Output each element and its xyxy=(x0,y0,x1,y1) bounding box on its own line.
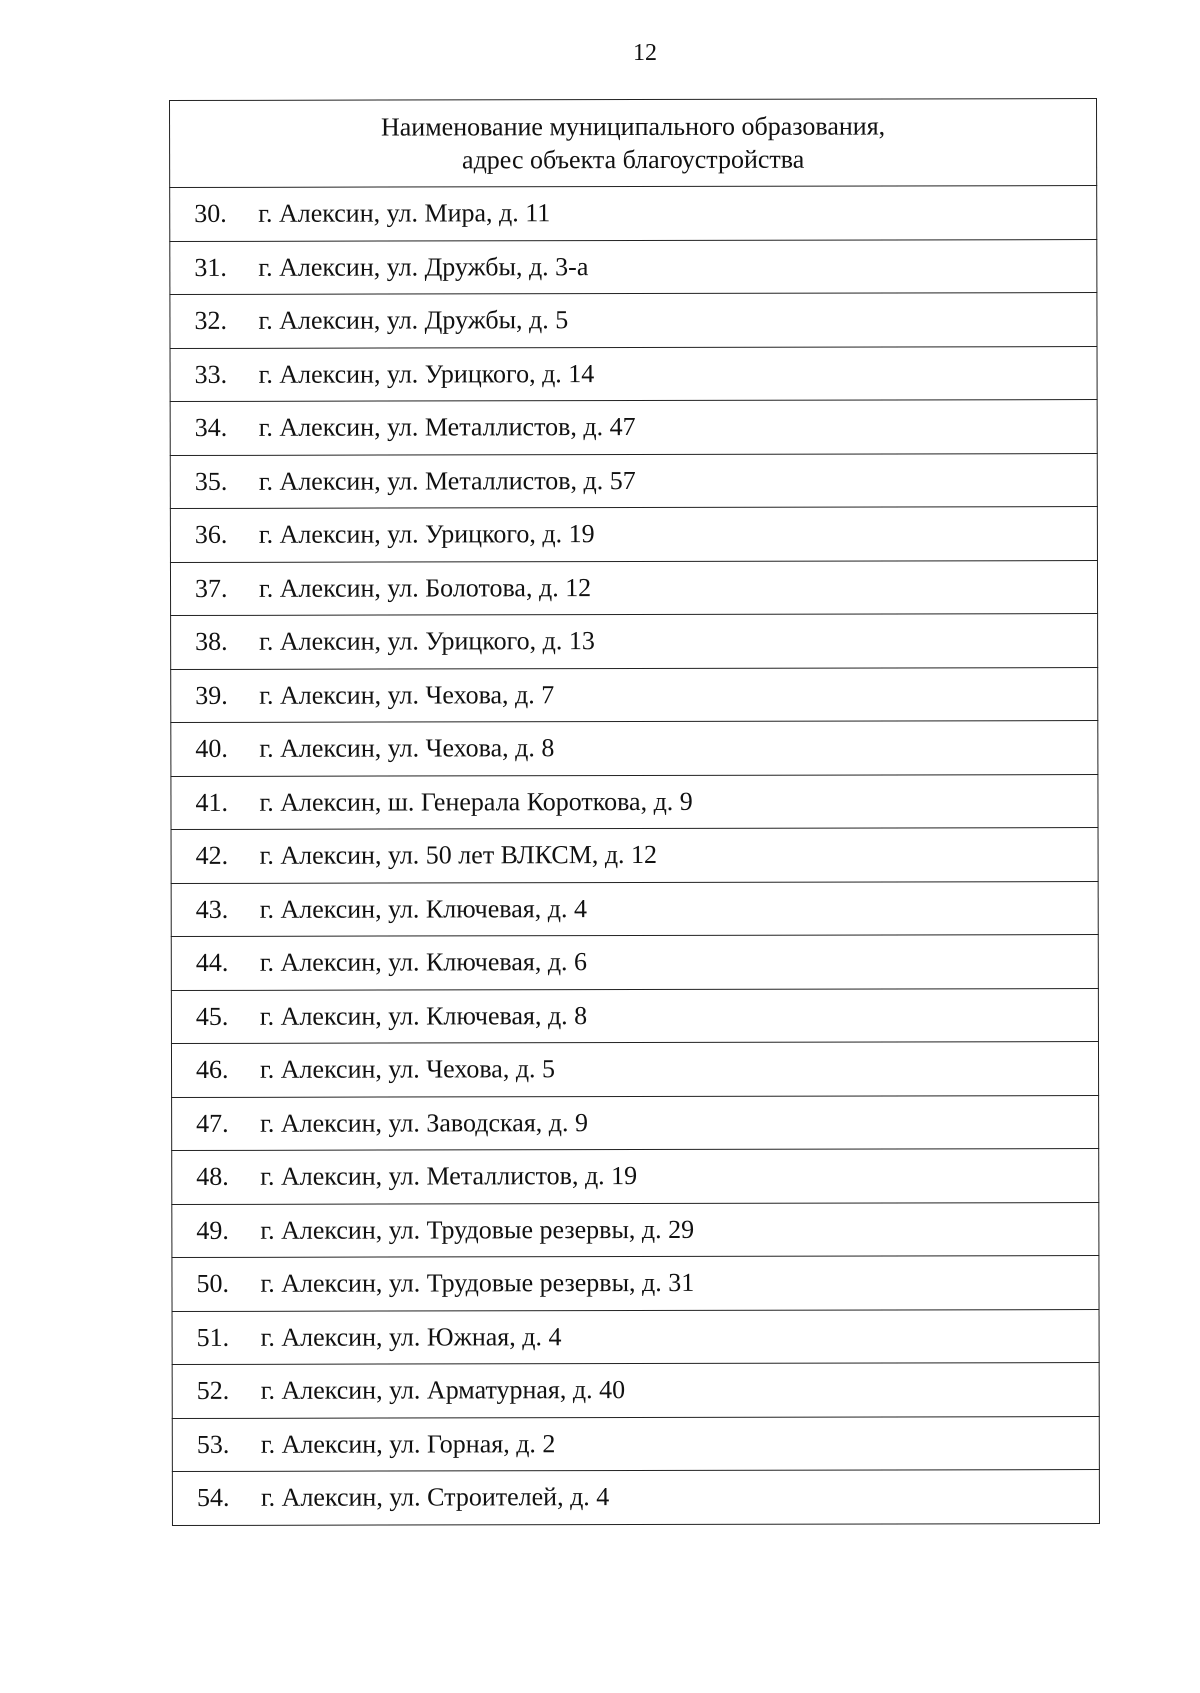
table-cell xyxy=(170,507,1097,562)
table-cell xyxy=(170,293,1097,348)
table-cell xyxy=(170,560,1097,615)
row-address: г. Алексин, ул. Урицкого, д. 14 xyxy=(258,358,595,389)
table-row xyxy=(172,1416,1099,1471)
table-row xyxy=(170,346,1097,401)
table-row xyxy=(171,881,1098,936)
table-row xyxy=(172,1256,1099,1311)
row-number: 31. xyxy=(194,252,227,282)
row-number: 48. xyxy=(196,1162,229,1192)
table-row xyxy=(170,453,1097,508)
table-row xyxy=(170,507,1097,562)
row-number: 43. xyxy=(195,894,229,924)
row-number: 30. xyxy=(194,199,227,229)
table-row xyxy=(172,1470,1099,1525)
row-address: г. Алексин, ул. Трудовые резервы, д. 31 xyxy=(260,1268,695,1299)
table-cell xyxy=(172,1149,1099,1204)
row-number: 33. xyxy=(194,359,228,389)
table-cell xyxy=(172,1095,1099,1150)
row-address: г. Алексин, ул. Ключевая, д. 4 xyxy=(259,893,587,924)
row-address: г. Алексин, ул. Болотова, д. 12 xyxy=(258,572,592,603)
row-address: г. Алексин, ул. Арматурная, д. 40 xyxy=(260,1375,626,1406)
row-address: г. Алексин, ул. Заводская, д. 9 xyxy=(260,1107,589,1138)
row-number: 54. xyxy=(196,1483,230,1513)
page-number: 12 xyxy=(633,40,657,66)
row-number: 53. xyxy=(196,1429,230,1459)
table-row xyxy=(172,1309,1099,1364)
table-cell xyxy=(172,1416,1099,1471)
row-number: 41. xyxy=(195,787,229,817)
row-number: 44. xyxy=(195,948,229,978)
row-number: 51. xyxy=(196,1322,230,1352)
row-address: г. Алексин, ул. Урицкого, д. 19 xyxy=(258,519,595,550)
row-number: 40. xyxy=(195,734,228,764)
table-cell xyxy=(171,828,1098,883)
row-number: 45. xyxy=(195,1001,229,1031)
row-address: г. Алексин, ул. Металлистов, д. 57 xyxy=(258,465,636,496)
table-cell xyxy=(170,400,1097,455)
row-number: 42. xyxy=(195,841,229,871)
row-number: 38. xyxy=(195,627,228,657)
table-cell xyxy=(171,935,1098,990)
row-address: г. Алексин, ул. Дружбы, д. 5 xyxy=(258,305,569,336)
table-row xyxy=(170,560,1097,615)
table-row xyxy=(170,293,1097,348)
row-number: 32. xyxy=(194,306,227,336)
row-address: г. Алексин, ул. Металлистов, д. 47 xyxy=(258,412,636,443)
row-address: г. Алексин, ул. Чехова, д. 5 xyxy=(260,1054,556,1085)
row-address: г. Алексин, ул. Чехова, д. 8 xyxy=(259,733,555,764)
table-row xyxy=(170,239,1097,294)
table-row xyxy=(170,186,1097,241)
table-row xyxy=(171,721,1098,776)
table-row xyxy=(172,1202,1099,1257)
table-header xyxy=(170,99,1097,188)
table-row xyxy=(172,1095,1099,1150)
row-address: г. Алексин, ул. Ключевая, д. 8 xyxy=(259,1000,588,1031)
row-number: 37. xyxy=(194,573,228,603)
table-row xyxy=(171,828,1098,883)
table-cell xyxy=(171,1042,1098,1097)
row-number: 50. xyxy=(196,1269,230,1299)
row-address: г. Алексин, ул. Урицкого, д. 13 xyxy=(259,626,595,657)
row-address: г. Алексин, ул. Ключевая, д. 6 xyxy=(259,947,588,978)
address-table xyxy=(169,98,1100,1525)
table-row xyxy=(171,935,1098,990)
table-cell xyxy=(171,881,1098,936)
table-cell xyxy=(171,988,1098,1043)
table-cell xyxy=(170,239,1097,294)
header-line: Наименование муниципального образования, xyxy=(380,111,886,142)
table-cell xyxy=(170,453,1097,508)
table-cell xyxy=(172,1256,1099,1311)
row-number: 39. xyxy=(195,680,228,710)
row-address: г. Алексин, ул. Металлистов, д. 19 xyxy=(260,1161,638,1192)
row-number: 46. xyxy=(196,1055,229,1085)
table-cell xyxy=(171,667,1098,722)
table-cell xyxy=(171,774,1098,829)
row-address: г. Алексин, ул. Горная, д. 2 xyxy=(260,1428,556,1459)
row-address: г. Алексин, ул. Строителей, д. 4 xyxy=(260,1482,610,1513)
row-number: 35. xyxy=(194,466,228,496)
table-row xyxy=(171,614,1098,669)
table-cell xyxy=(170,346,1097,401)
table-cell xyxy=(172,1309,1099,1364)
row-number: 47. xyxy=(196,1108,229,1138)
table-row xyxy=(172,1363,1099,1418)
row-number: 52. xyxy=(196,1376,230,1406)
header-line: адрес объекта благоустройства xyxy=(461,144,805,175)
table-row xyxy=(171,667,1098,722)
table-cell xyxy=(171,721,1098,776)
row-address: г. Алексин, ул. Трудовые резервы, д. 29 xyxy=(260,1214,695,1245)
table-cell xyxy=(172,1363,1099,1418)
row-address: г. Алексин, ул. 50 лет ВЛКСМ, д. 12 xyxy=(259,840,658,871)
table-row xyxy=(171,774,1098,829)
row-number: 49. xyxy=(196,1215,229,1245)
table-row xyxy=(171,988,1098,1043)
row-address: г. Алексин, ул. Дружбы, д. 3-а xyxy=(258,251,589,282)
table-body xyxy=(170,186,1100,1525)
table-row xyxy=(171,1042,1098,1097)
row-address: г. Алексин, ш. Генерала Короткова, д. 9 xyxy=(259,786,693,817)
row-address: г. Алексин, ул. Южная, д. 4 xyxy=(260,1321,562,1352)
table-cell xyxy=(171,614,1098,669)
row-number: 34. xyxy=(194,413,228,443)
table-row xyxy=(172,1149,1099,1204)
table-cell xyxy=(172,1470,1099,1525)
row-address: г. Алексин, ул. Чехова, д. 7 xyxy=(259,679,555,710)
table-header-row xyxy=(170,99,1097,188)
table-cell xyxy=(172,1202,1099,1257)
table-cell xyxy=(170,186,1097,241)
table-row xyxy=(170,400,1097,455)
row-number: 36. xyxy=(194,520,228,550)
row-address: г. Алексин, ул. Мира, д. 11 xyxy=(258,198,551,229)
